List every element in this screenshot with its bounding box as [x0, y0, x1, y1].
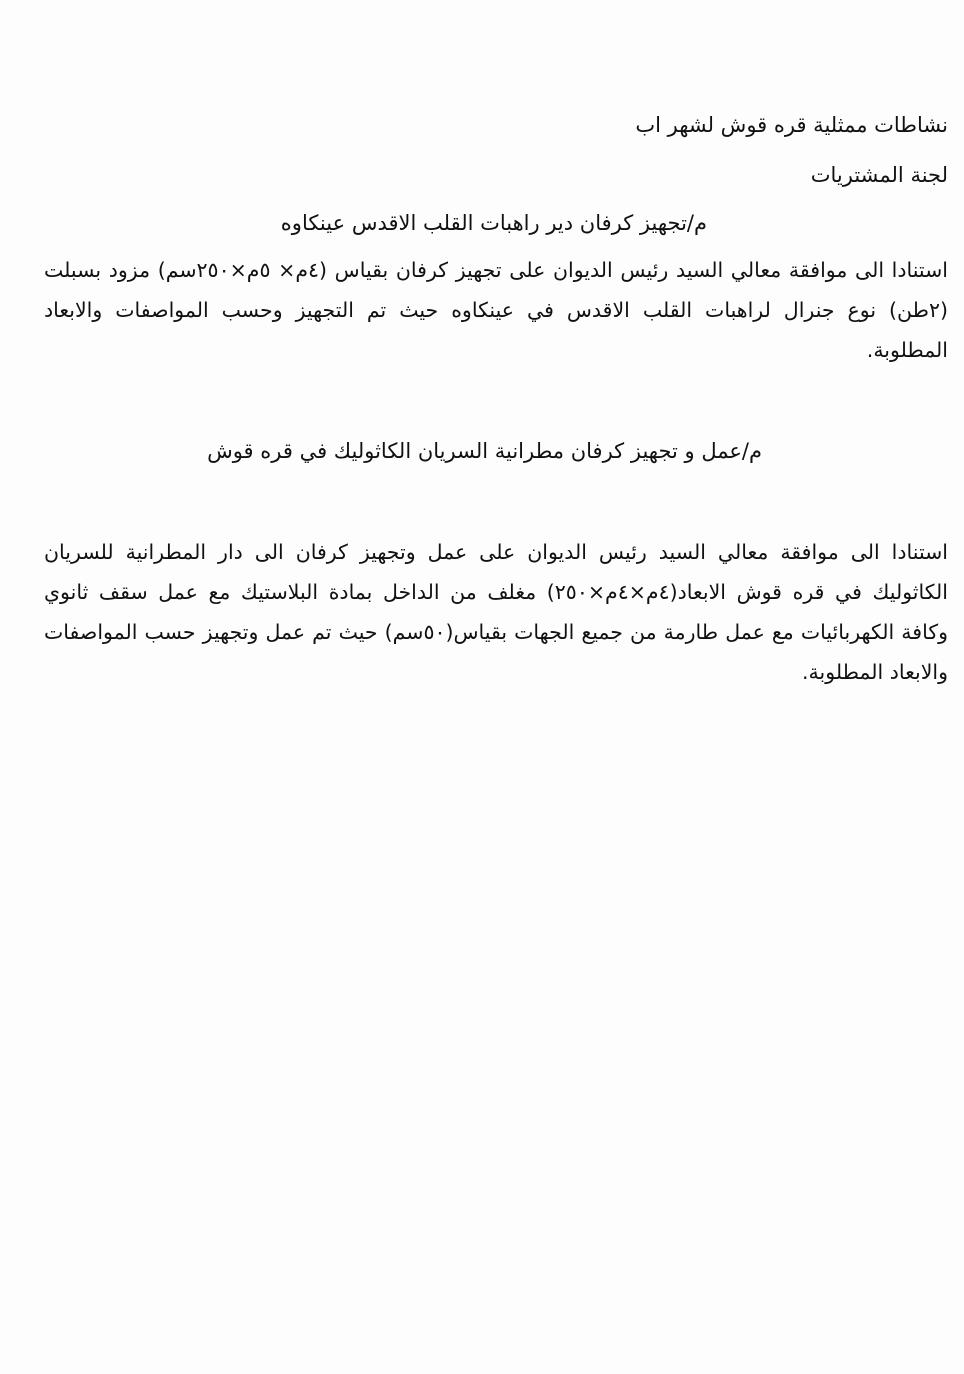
section2-title: م/عمل و تجهيز كرفان مطرانية السريان الكاثوليك في قره قوش: [207, 439, 762, 463]
document-header: نشاطات ممثلية قره قوش لشهر اب: [635, 113, 948, 137]
section2-body: استنادا الى موافقة معالي السيد رئيس الديوان على عمل وتجهيز كرفان الى دار المطرانية للسريان الكاثوليك في قره قوش الابعاد(٤م×٤م×٢٥٠) مغلف من الداخل بمادة البلاستيك مع عمل سقف ثانوي وكافة الكهربائيات مع عمل طارمة من جميع الجهات بقياس(٥٠سم) حيث تم عمل وتجهيز حسب المواصفات والابعاد المطلوبة.: [44, 540, 949, 684]
section1-title: م/تجهيز كرفان دير راهبات القلب الاقدس عينكاوه: [280, 211, 707, 235]
section1-body: استنادا الى موافقة معالي السيد رئيس الديوان على تجهيز كرفان بقياس (٤م× ٥م×٢٥٠سم) مزود بسبلت (٢طن) نوع جنرال لراهبات القلب الاقدس في عينكاوه حيث تم التجهيز وحسب المواصفات والابعاد المطلوبة.: [44, 258, 948, 362]
committee-title: لجنة المشتريات: [810, 163, 948, 187]
